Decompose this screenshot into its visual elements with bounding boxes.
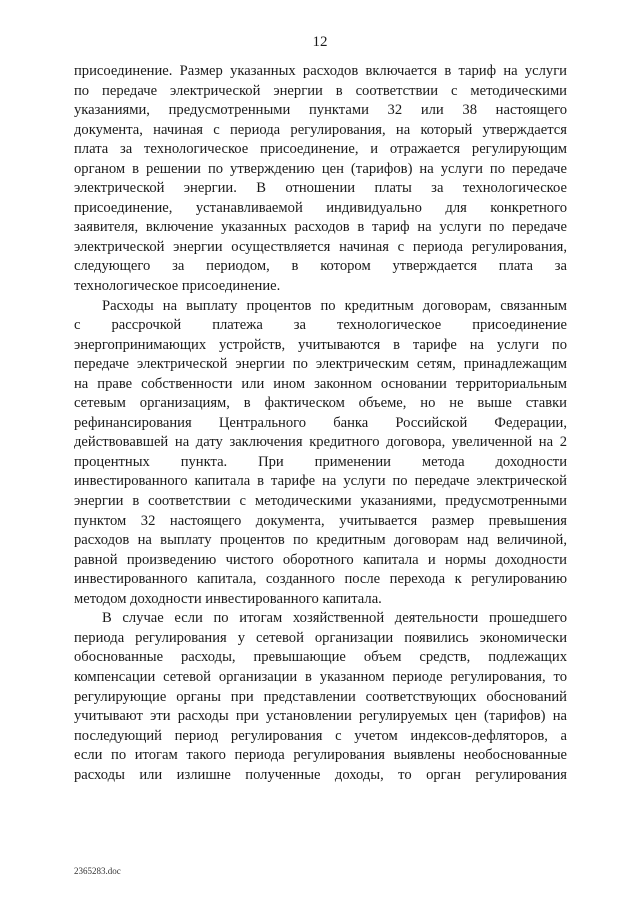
text-line: по передаче электрической энергии в соответствии с методическими [74, 82, 567, 99]
text-line: следующего за периодом, в котором утверждается плата за [74, 258, 567, 275]
text-line: регулирующие органы при представлении соответствующих обоснований [74, 688, 567, 705]
paragraph [74, 62, 567, 297]
body-text [74, 62, 567, 785]
text-line: документа, начиная с периода регулирования, на который утверждается [74, 121, 567, 138]
text-line: органом в решении по утверждению цен (тарифов) на услуги по передаче [74, 160, 567, 177]
text-line: инвестированного капитала, созданного после перехода к регулированию [74, 571, 567, 588]
text-line: сетевым организациям, в фактическом объеме, но не выше ставки [74, 395, 567, 412]
text-line: если по итогам такого периода регулирования выявлены необоснованные [74, 747, 567, 764]
text-line: энергии в соответствии с методическими указаниями, предусмотренными [74, 493, 567, 510]
text-line: методом доходности инвестированного капитала. [74, 590, 382, 607]
text-line: указаниями, предусмотренными пунктами 32 или 38 настоящего [74, 102, 567, 119]
document-filename: 2365283.doc [74, 866, 121, 876]
text-line: на праве собственности или ином законном основании территориальным [74, 375, 567, 392]
text-line: равной произведению чистого оборотного капитала и нормы доходности [74, 551, 567, 568]
text-line: плата за технологическое присоединение, и отражается регулирующим [74, 141, 567, 158]
text-line: В случае если по итогам хозяйственной деятельности прошедшего [102, 610, 567, 627]
text-line: действовавшей на дату заключения кредитного договора, увеличенной на 2 [74, 434, 567, 451]
text-line: расходы или излишне полученные доходы, то орган регулирования [74, 766, 567, 783]
text-line: компенсации сетевой организации в указанном периоде регулирования, то [74, 668, 567, 685]
text-line: Расходы на выплату процентов по кредитным договорам, связанным [102, 297, 567, 314]
text-line: пунктом 32 настоящего документа, учитывается размер превышения [74, 512, 567, 529]
text-line: расходов на выплату процентов по кредитным договорам над величиной, [74, 532, 567, 549]
text-line: электрической энергии осуществляется начиная с периода регулирования, [74, 238, 567, 255]
paragraph [74, 609, 567, 785]
text-line: обоснованные расходы, превышающие объем средств, подлежащих [74, 649, 567, 666]
text-line: присоединение. Размер указанных расходов включается в тариф на услуги [74, 63, 567, 79]
page-number: 12 [312, 34, 328, 50]
text-line: передаче электрической энергии по электрическим сетям, принадлежащим [74, 356, 567, 373]
text-line: присоединение, устанавливаемой индивидуально для конкретного [74, 199, 567, 216]
text-line: энергопринимающих устройств, учитываются в тарифе на услуги по [74, 336, 567, 353]
paragraph [74, 297, 567, 610]
text-line: заявителя, включение указанных расходов в тариф на услуги по передаче [74, 219, 567, 236]
text-line: последующий период регулирования с учетом индексов-дефляторов, а [74, 727, 567, 744]
text-line: электрической энергии. В отношении платы за технологическое [74, 180, 567, 197]
text-line: технологическое присоединение. [74, 278, 281, 295]
text-line: инвестированного капитала в тарифе на услуги по передаче электрической [74, 473, 567, 490]
text-line: учитывают эти расходы при установлении регулируемых цен (тарифов) на [74, 708, 567, 725]
text-line: периода регулирования у сетевой организации появились экономически [74, 629, 567, 646]
text-line: рефинансирования Центрального банка Российской Федерации, [74, 414, 567, 431]
text-line: процентных пункта. При применении метода доходности [74, 453, 567, 470]
text-line: с рассрочкой платежа за технологическое присоединение [74, 317, 567, 334]
